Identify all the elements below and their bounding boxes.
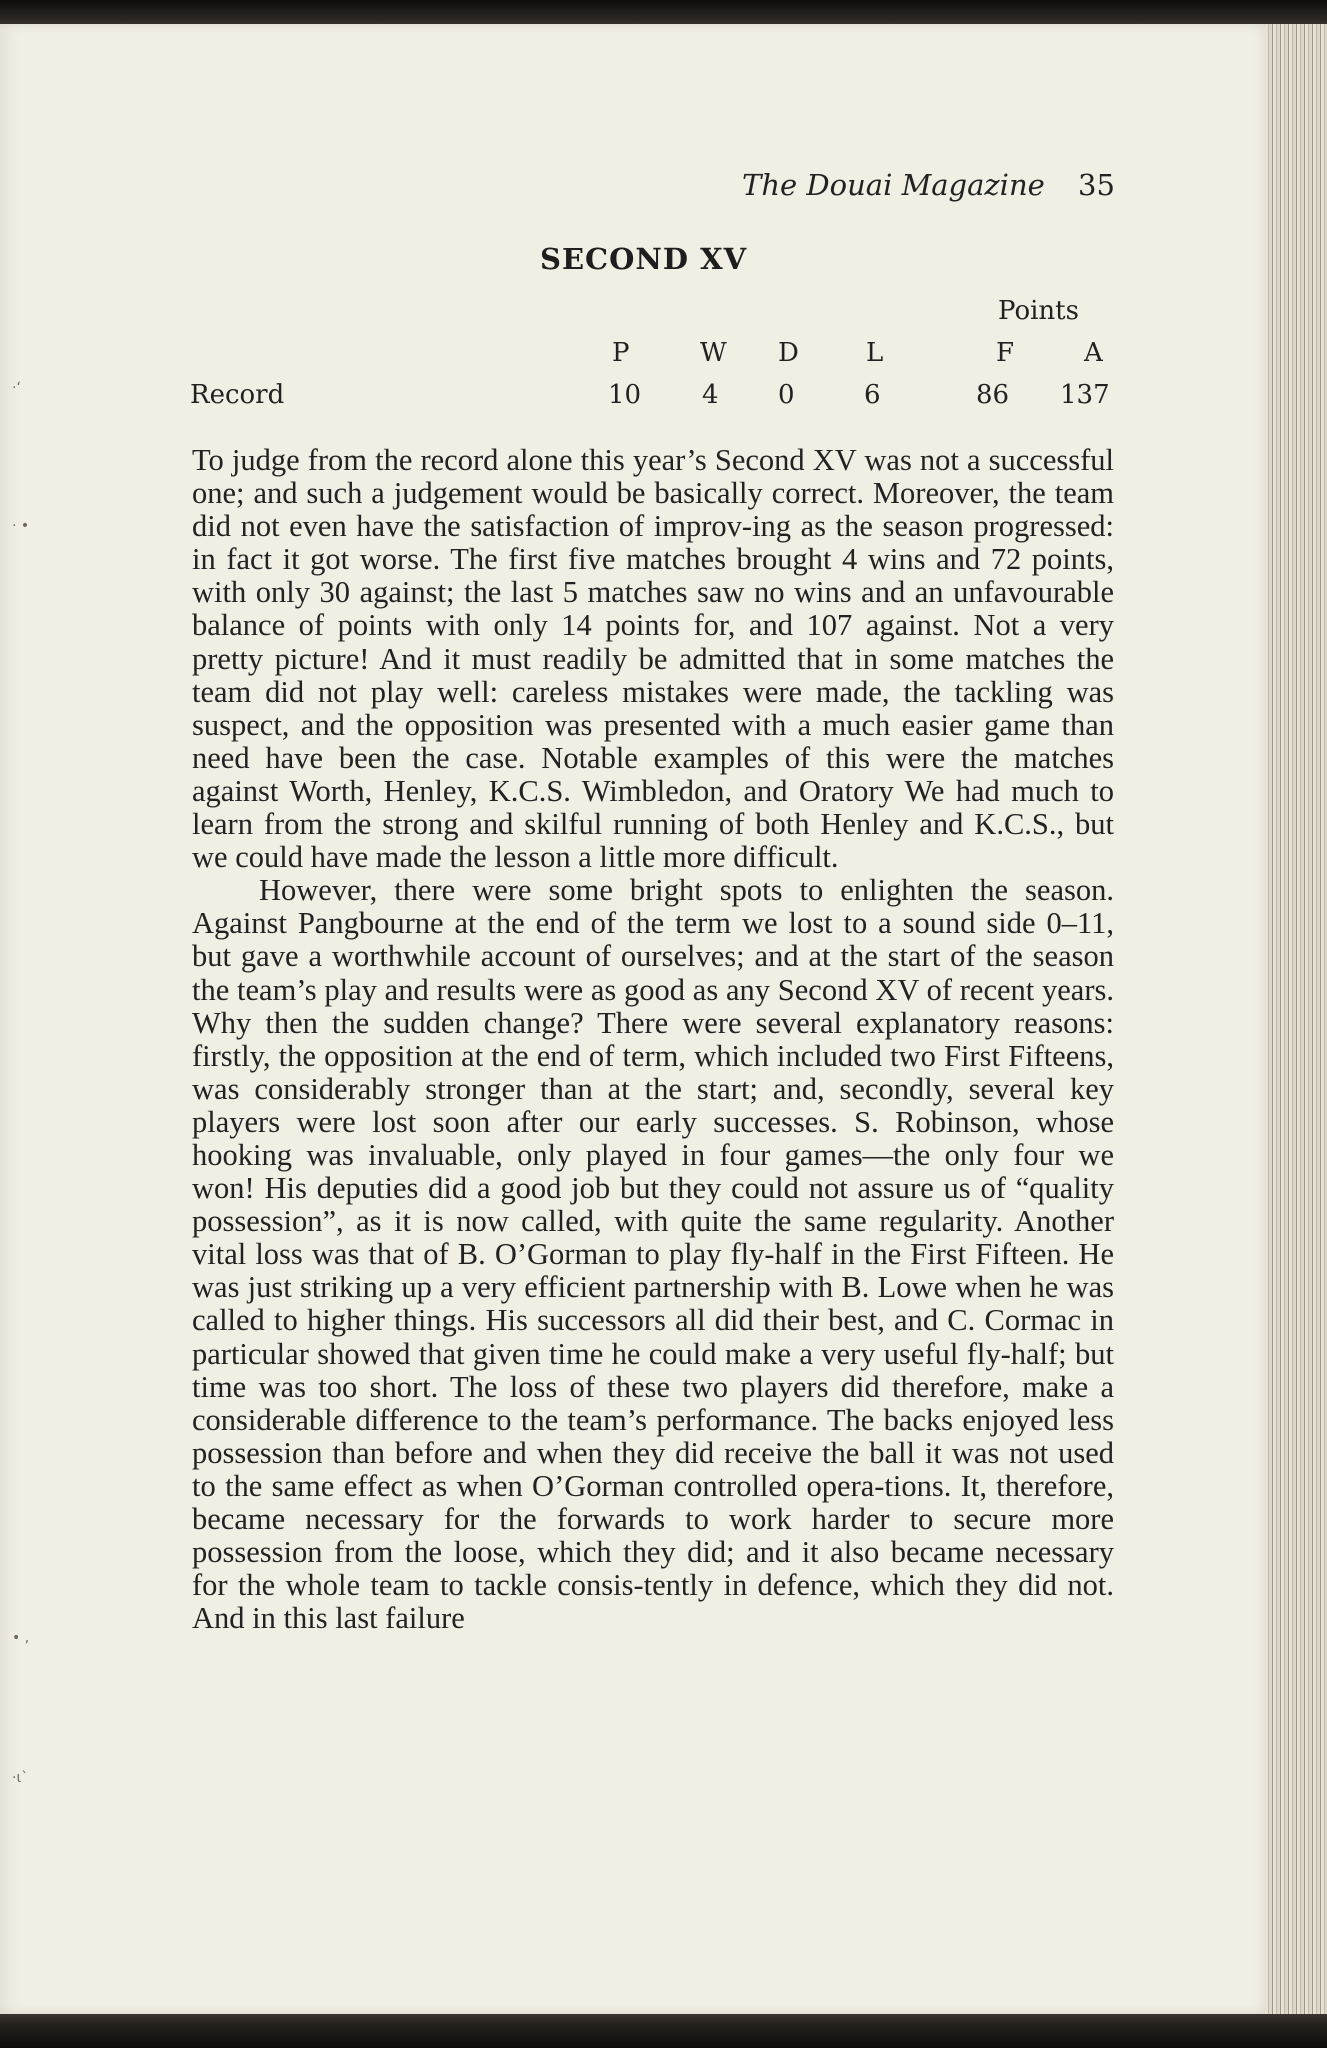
column-header-w: W [700,338,727,368]
value-drawn: 0 [778,380,795,410]
value-won: 4 [702,380,719,410]
value-points-against: 137 [1060,380,1110,410]
points-label: Points [998,296,1079,326]
paragraph-record-summary: To judge from the record alone this year’s Second XV was not a successful one; and such a judgement would be basically correct. Moreover, the team did not even have the satisfaction of improv-ing as the season progressed: in fact it got worse. The first five matches brought 4 wins and 72 points, with only 30 against; the last 5 matches saw no wins and an unfavourable balance of points with only 14 points for, and 107 against. Not a very pretty picture! And it must readily be admitted that in some matches the team did not play well: careless mistakes were made, the tackling was suspect, and the opposition was presented with a much easier game than need have been the case. Notable examples of this were the matches against Worth, Henley, K.C.S. Wimbledon, and Oratory We had much to learn from the strong and skilful running of both Henley and K.C.S., but we could have made the lesson a little more difficult. [192,443,1114,875]
value-played: 10 [608,380,642,410]
page-top-shadow [0,0,1327,26]
column-header-a: A [1084,338,1103,368]
article-body [192,444,1114,1635]
running-head-title: The Douai Magazine [742,168,1045,202]
column-header-p: P [612,338,630,368]
value-points-for: 86 [976,380,1010,410]
value-lost: 6 [864,380,881,410]
page-edge-stack [1265,24,1327,2014]
column-header-l: L [866,338,884,368]
binding-hole-marks: ·ɩˋ [12,1770,29,1786]
page-number: 35 [1078,168,1115,202]
column-header-f: F [996,338,1015,368]
section-heading: SECOND XV [540,242,748,276]
binding-hole-marks: · • [12,518,30,534]
paragraph-bright-spots: However, there were some bright spots to enlighten the season. Against Pangbourne at the end of the term we lost to a sound side 0–11, but gave a worthwhile account of ourselves; and at the start of the season the team’s play and results were as good as any Second XV of recent years. Why then the sudden change? There were several explanatory reasons: firstly, the opposition at the end of term, which included two First Fifteens, was considerably stronger than at the start; and, secondly, several key players were lost soon after our early successes. S. Robinson, whose hooking was invaluable, only played in four games—the only four we won! His deputies did a good job but they could not assure us of “quality possession”, as it is now called, with quite the same regularity. Another vital loss was that of B. O’Gorman to play fly-half in the First Fifteen. He was just striking up a very efficient partnership with B. Lowe when he was called to higher things. His successors all did their best, and C. Cormac in particular showed that given time he could make a very useful fly-half; but time was too short. The loss of these two players did therefore, make a considerable difference to the team’s performance. The backs enjoyed less possession than before and when they did receive the ball it was not used to the same effect as when O’Gorman controlled opera-tions. It, therefore, became necessary for the forwards to work harder to secure more possession from the loose, which they did; and it also became necessary for the whole team to tackle consis-tently in defence, which they did not. And in this last failure [192,873,1114,1636]
record-table [190,296,1115,416]
page-bottom-shadow [0,2014,1327,2048]
row-label-record: Record [190,380,285,410]
binding-hole-marks: • , [12,1630,30,1646]
binding-hole-marks: ·ʻ [12,380,21,396]
column-header-d: D [778,338,799,368]
